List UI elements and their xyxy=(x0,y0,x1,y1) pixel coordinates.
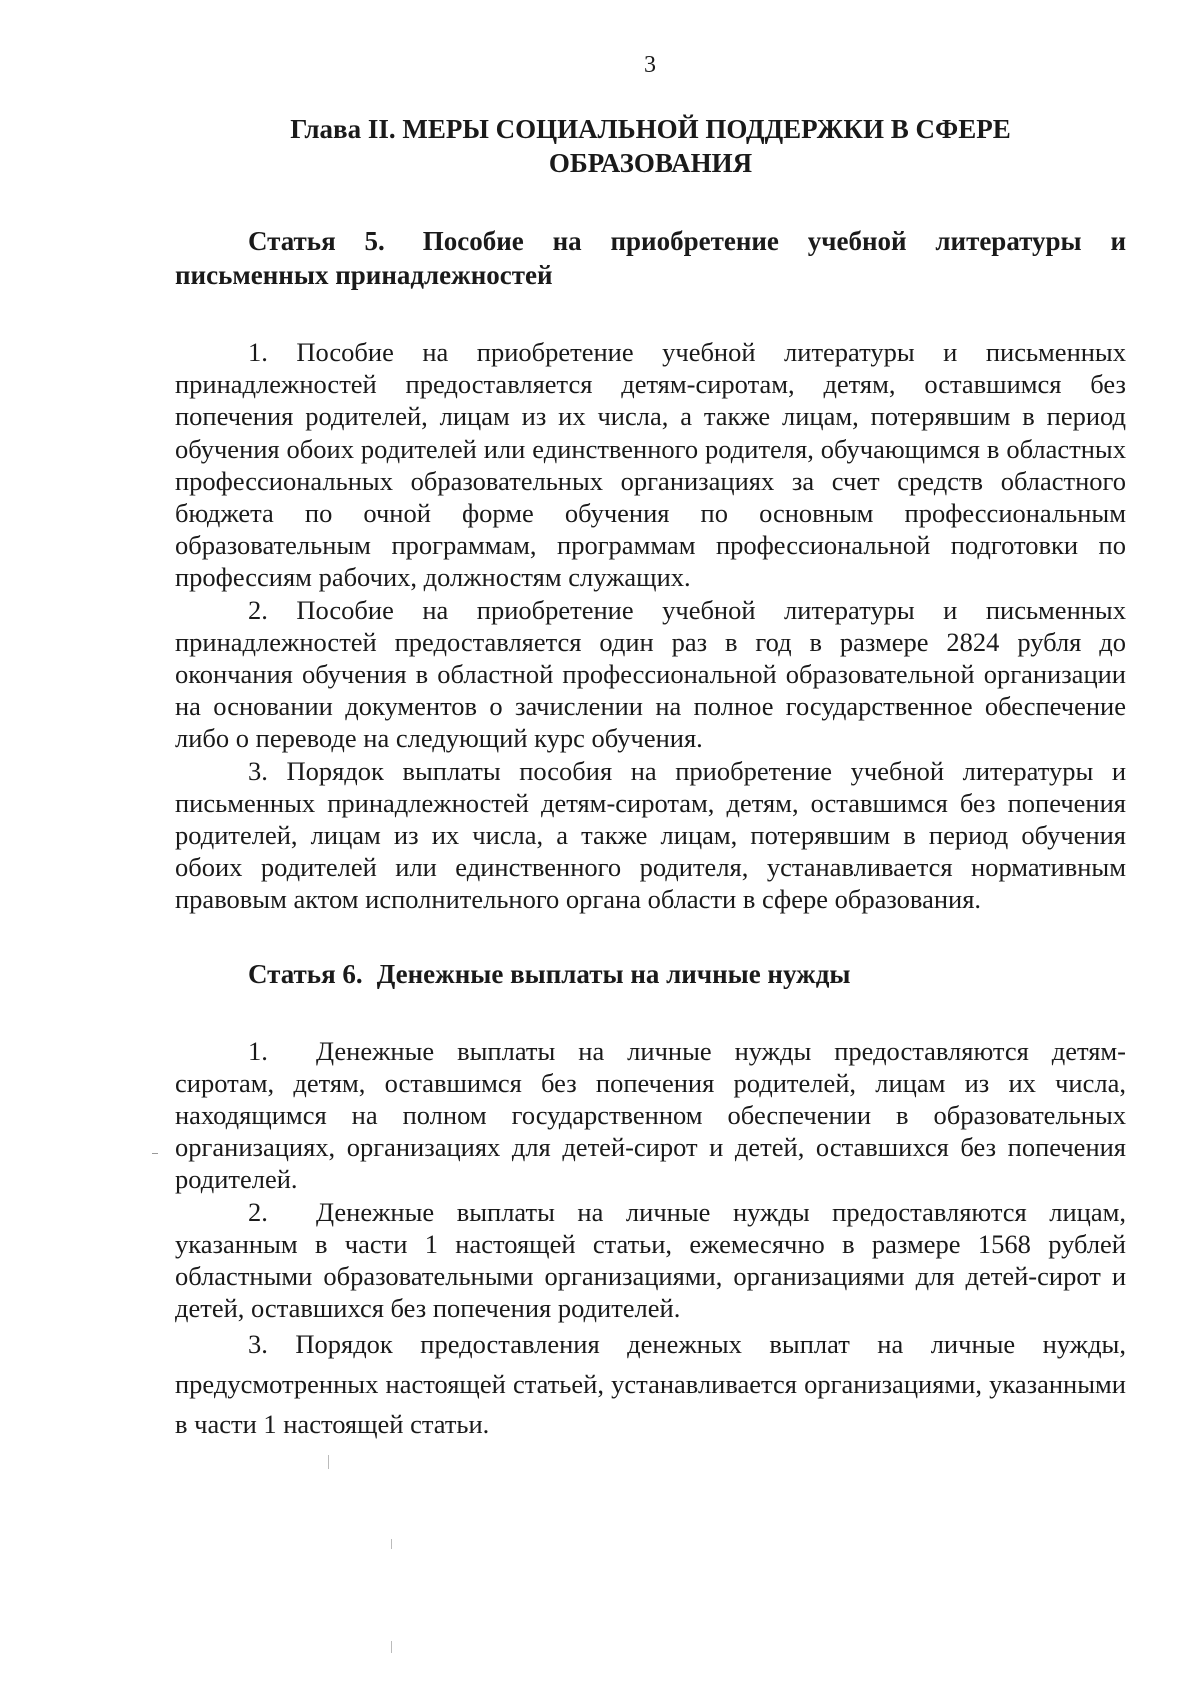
article-5-heading xyxy=(175,224,1126,292)
article-6-paragraph-1 xyxy=(175,1035,1126,1196)
chapter-title xyxy=(175,112,1126,180)
article-6-paragraph-1-text: Денежные выплаты на личные нужды предоставляются детям-сиротам, детям, оставшимся без попечения родителей, лицам из их числа, находящимся на полном государственном обеспечении в образовательных организациях, организациях для детей-сирот и детей, оставшихся без попечения родителей. xyxy=(175,1035,1126,1195)
scan-artifact-mark xyxy=(152,1153,158,1154)
article-5-paragraph-3: 3. Порядок выплаты пособия на приобретение учебной литературы и письменных принадлежностей детям-сиротам, детям, оставшимся без попечения родителей, лицам из их числа, а также лицам, потерявшим в период обучения обоих родителей или единственного родителя, устанавливается нормативным правовым актом исполнительного органа области в сфере образования. xyxy=(175,755,1126,915)
article-6-paragraph-1-number: 1. xyxy=(248,1035,268,1066)
article-6-paragraph-3: 3. Порядок предоставления денежных выплат на личные нужды, предусмотренных настоящей статьей, устанавливается организациями, указанными в части 1 настоящей статьи. xyxy=(175,1329,1126,1440)
chapter-title-line-2: ОБРАЗОВАНИЯ xyxy=(548,148,753,178)
article-5-paragraph-2: 2. Пособие на приобретение учебной литературы и письменных принадлежностей предоставляется один раз в год в размере 2824 рубля до окончания обучения в областной профессиональной образовательной организации на основании документов о зачислении на полное государственное обеспечение либо о переводе на следующий курс обучения. xyxy=(175,594,1126,754)
article-5-number: Статья 5. xyxy=(248,226,385,256)
scan-artifact-dot xyxy=(391,1641,392,1653)
scan-artifact-dot xyxy=(328,1455,329,1469)
page-number: 3 xyxy=(644,52,656,78)
article-6-heading xyxy=(175,957,1126,991)
article-6-number: Статья 6. xyxy=(248,958,363,989)
article-6-paragraph-2 xyxy=(175,1196,1126,1325)
article-6-title: Денежные выплаты на личные нужды xyxy=(376,958,851,989)
scan-artifact-dot xyxy=(391,1539,392,1549)
article-6-paragraph-2-text: Денежные выплаты на личные нужды предоставляются лицам, указанным в части 1 настоящей статьи, ежемесячно в размере 1568 рублей областными образовательными организациями, организациями для детей-сирот и детей, оставшихся без попечения родителей. xyxy=(175,1196,1126,1324)
chapter-title-line-1: Глава II. МЕРЫ СОЦИАЛЬНОЙ ПОДДЕРЖКИ В СФЕРЕ xyxy=(290,114,1011,144)
document-body xyxy=(175,112,1126,1444)
article-6-paragraph-2-number: 2. xyxy=(248,1196,268,1227)
article-5-paragraph-1: 1. Пособие на приобретение учебной литературы и письменных принадлежностей предоставляется детям-сиротам, детям, оставшимся без попечения родителей, лицам из их числа, а также лицам, потерявшим в период обучения обоих родителей или единственного родителя, обучающимся в областных профессиональных образовательных организациях за счет средств областного бюджета по очной форме обучения по основным профессиональным образовательным программам, программам профессиональной подготовки по профессиям рабочих, должностям служащих. xyxy=(175,337,1126,593)
article-5-title: Пособие на приобретение учебной литературы и письменных принадлежностей xyxy=(175,226,1126,290)
